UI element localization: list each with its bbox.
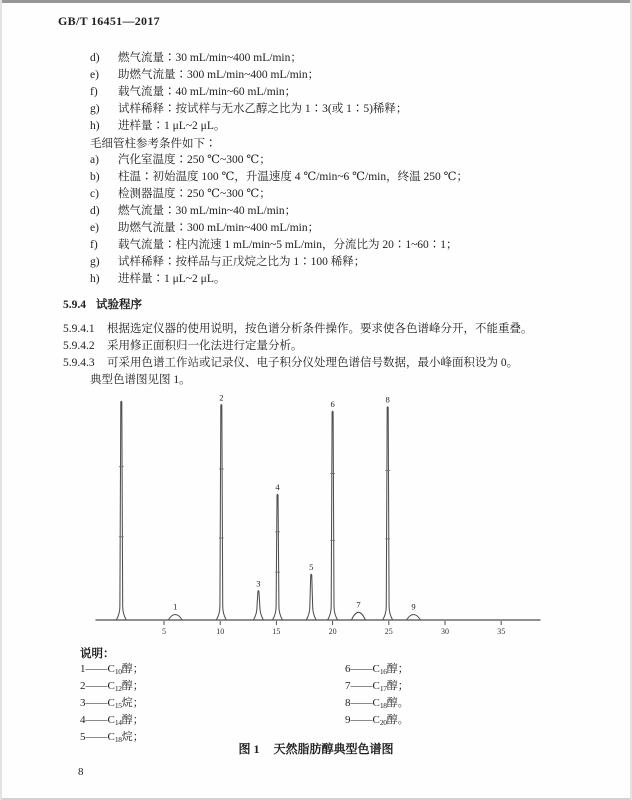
svg-text:2: 2 bbox=[219, 392, 224, 403]
svg-text:1: 1 bbox=[173, 601, 178, 612]
list-item bbox=[90, 271, 468, 288]
clause-paragraph bbox=[63, 320, 533, 336]
list-item-text: 燃气流量∶30 mL/min~40 mL/min； bbox=[118, 205, 297, 217]
svg-text:9: 9 bbox=[411, 601, 416, 612]
section-heading bbox=[63, 296, 142, 312]
list-item-text: 助燃气流量∶300 mL/min~400 mL/min； bbox=[118, 69, 320, 81]
list-item bbox=[90, 169, 468, 186]
scan-edge-top bbox=[0, 0, 632, 3]
list-item-label: h) bbox=[90, 120, 100, 132]
list-item-label: d) bbox=[90, 52, 100, 64]
legend-item bbox=[80, 678, 144, 695]
legend-item-text: 8——C bbox=[345, 697, 380, 709]
svg-text:5: 5 bbox=[162, 627, 166, 636]
section-number: 5.9.4 bbox=[63, 299, 86, 311]
list-item-label: b) bbox=[90, 171, 100, 183]
list-item bbox=[90, 152, 468, 169]
standard-number-header: GB/T 16451—2017 bbox=[58, 14, 160, 28]
clause-text: 可采用色谱工作站或记录仪、电子积分仪处理色谱信号数据，最小峰面积设为 0。 bbox=[107, 357, 519, 369]
svg-text:25: 25 bbox=[384, 627, 393, 636]
list-item-text: 助燃气流量∶300 mL/min~400 mL/min； bbox=[118, 222, 320, 234]
condition-list-capillary bbox=[90, 152, 468, 288]
clause-text: 采用修正面积归一化法进行定量分析。 bbox=[107, 340, 303, 352]
section-title: 试验程序 bbox=[96, 299, 142, 311]
legend-item-subscript: 17 bbox=[379, 684, 387, 693]
clause-number: 5.9.4.1 bbox=[63, 323, 95, 335]
list-item-text: 载气流量∶40 mL/min~60 mL/min； bbox=[118, 86, 297, 98]
legend-item-text: 醇； bbox=[386, 680, 409, 692]
svg-text:6: 6 bbox=[330, 398, 335, 409]
legend-item-text: 2——C bbox=[80, 680, 115, 692]
list-item-label: h) bbox=[90, 273, 100, 285]
list-item bbox=[90, 186, 468, 203]
legend-item-text: 1——C bbox=[80, 663, 115, 675]
legend-item-subscript: 18 bbox=[379, 701, 387, 710]
legend-item-text: 7——C bbox=[345, 680, 380, 692]
list-item-text: 载气流量∶柱内流速 1 mL/min~5 mL/min，分流比为 20∶1~60∶1； bbox=[118, 239, 458, 251]
svg-text:15: 15 bbox=[272, 627, 281, 636]
list-item-text: 进样量∶1 μL~2 μL。 bbox=[118, 120, 226, 132]
legend-item-text: 烷； bbox=[121, 731, 144, 743]
legend-item-text: 烷； bbox=[121, 697, 144, 709]
list-item bbox=[90, 237, 468, 254]
figure-reference-note: 典型色谱图见图 1。 bbox=[90, 374, 191, 386]
legend-item bbox=[345, 661, 409, 678]
list-item bbox=[90, 203, 468, 220]
list-item-label: g) bbox=[90, 256, 100, 268]
list-item-label: g) bbox=[90, 103, 100, 115]
legend-item-text: 6——C bbox=[345, 663, 380, 675]
legend-item-text: 3——C bbox=[80, 697, 115, 709]
capillary-conditions-intro: 毛细管柱参考条件如下∶ bbox=[90, 138, 217, 150]
legend-item-text: 醇； bbox=[121, 680, 144, 692]
legend-item-subscript: 15 bbox=[114, 701, 122, 710]
legend-item bbox=[80, 661, 144, 678]
legend-item-subscript: 20 bbox=[379, 718, 387, 727]
list-item-text: 试样稀释∶按样品与正戊烷之比为 1∶100 稀释； bbox=[118, 256, 366, 268]
list-item bbox=[90, 50, 407, 67]
list-item-text: 燃气流量∶30 mL/min~400 mL/min； bbox=[118, 52, 302, 64]
figure-caption-label: 图 1 bbox=[238, 742, 260, 756]
legend-item-text: 醇； bbox=[121, 714, 144, 726]
svg-text:10: 10 bbox=[216, 627, 225, 636]
list-item bbox=[90, 118, 407, 135]
legend-item-text: 醇； bbox=[386, 663, 409, 675]
list-item-label: e) bbox=[90, 69, 99, 81]
list-item-text: 柱温∶初始温度 100 ℃，升温速度 4 ℃/min~6 ℃/min，终温 250 ℃； bbox=[118, 171, 468, 183]
chromatogram-figure bbox=[85, 390, 550, 645]
clause-number: 5.9.4.2 bbox=[63, 340, 95, 352]
list-item bbox=[90, 254, 468, 271]
list-item bbox=[90, 220, 468, 237]
legend-item-text: 醇。 bbox=[386, 697, 409, 709]
legend-title: 说明： bbox=[80, 648, 115, 660]
svg-text:8: 8 bbox=[385, 394, 390, 405]
list-item-text: 试样稀释∶按试样与无水乙醇之比为 1∶3(或 1∶5)稀释； bbox=[118, 103, 408, 115]
list-item-label: a) bbox=[90, 154, 99, 166]
legend-item-text: 9——C bbox=[345, 714, 380, 726]
legend-item-subscript: 16 bbox=[379, 667, 387, 676]
legend-item bbox=[80, 695, 144, 712]
figure-caption bbox=[0, 740, 632, 757]
clause-number: 5.9.4.3 bbox=[63, 357, 95, 369]
svg-text:3: 3 bbox=[256, 578, 261, 589]
list-item-label: c) bbox=[90, 188, 99, 200]
svg-text:30: 30 bbox=[441, 627, 449, 636]
legend-item bbox=[345, 678, 409, 695]
svg-text:7: 7 bbox=[356, 599, 361, 610]
list-item bbox=[90, 101, 407, 118]
legend-item bbox=[345, 695, 409, 712]
scan-edge-left bbox=[0, 0, 2, 800]
legend-column-right bbox=[345, 661, 409, 729]
condition-list-packed bbox=[90, 50, 407, 135]
chromatogram-svg bbox=[85, 390, 550, 645]
clause-text: 根据选定仪器的使用说明，按色谱分析条件操作。要求使各色谱峰分开，不能重叠。 bbox=[107, 323, 533, 335]
legend-item-subscript: 12 bbox=[114, 684, 122, 693]
svg-text:35: 35 bbox=[497, 627, 506, 636]
list-item-text: 汽化室温度∶250 ℃~300 ℃； bbox=[118, 154, 271, 166]
list-item-label: f) bbox=[90, 239, 98, 251]
legend-item-text: 醇。 bbox=[386, 714, 409, 726]
legend-column-left bbox=[80, 661, 144, 746]
legend-item-subscript: 14 bbox=[114, 718, 122, 727]
page-number: 8 bbox=[78, 766, 84, 778]
legend-item-subscript: 10 bbox=[114, 667, 122, 676]
list-item-label: e) bbox=[90, 222, 99, 234]
legend-item-subscript: 18 bbox=[114, 735, 122, 744]
list-item-label: d) bbox=[90, 205, 100, 217]
list-item-text: 进样量∶1 μL~2 μL。 bbox=[118, 273, 226, 285]
legend-item-text: 4——C bbox=[80, 714, 115, 726]
list-item-label: f) bbox=[90, 86, 98, 98]
list-item bbox=[90, 67, 407, 84]
legend-item-text: 5——C bbox=[80, 731, 115, 743]
svg-text:5: 5 bbox=[309, 562, 314, 573]
legend-item-text: 醇； bbox=[121, 663, 144, 675]
clause-paragraph bbox=[63, 337, 303, 353]
legend-item bbox=[345, 712, 409, 729]
clause-paragraph bbox=[63, 354, 518, 370]
legend-item bbox=[80, 712, 144, 729]
list-item bbox=[90, 84, 407, 101]
figure-caption-title: 天然脂肪醇典型色谱图 bbox=[273, 742, 394, 756]
list-item-text: 检测器温度∶250 ℃~300 ℃； bbox=[118, 188, 271, 200]
svg-text:4: 4 bbox=[275, 482, 280, 493]
svg-text:20: 20 bbox=[328, 627, 337, 636]
